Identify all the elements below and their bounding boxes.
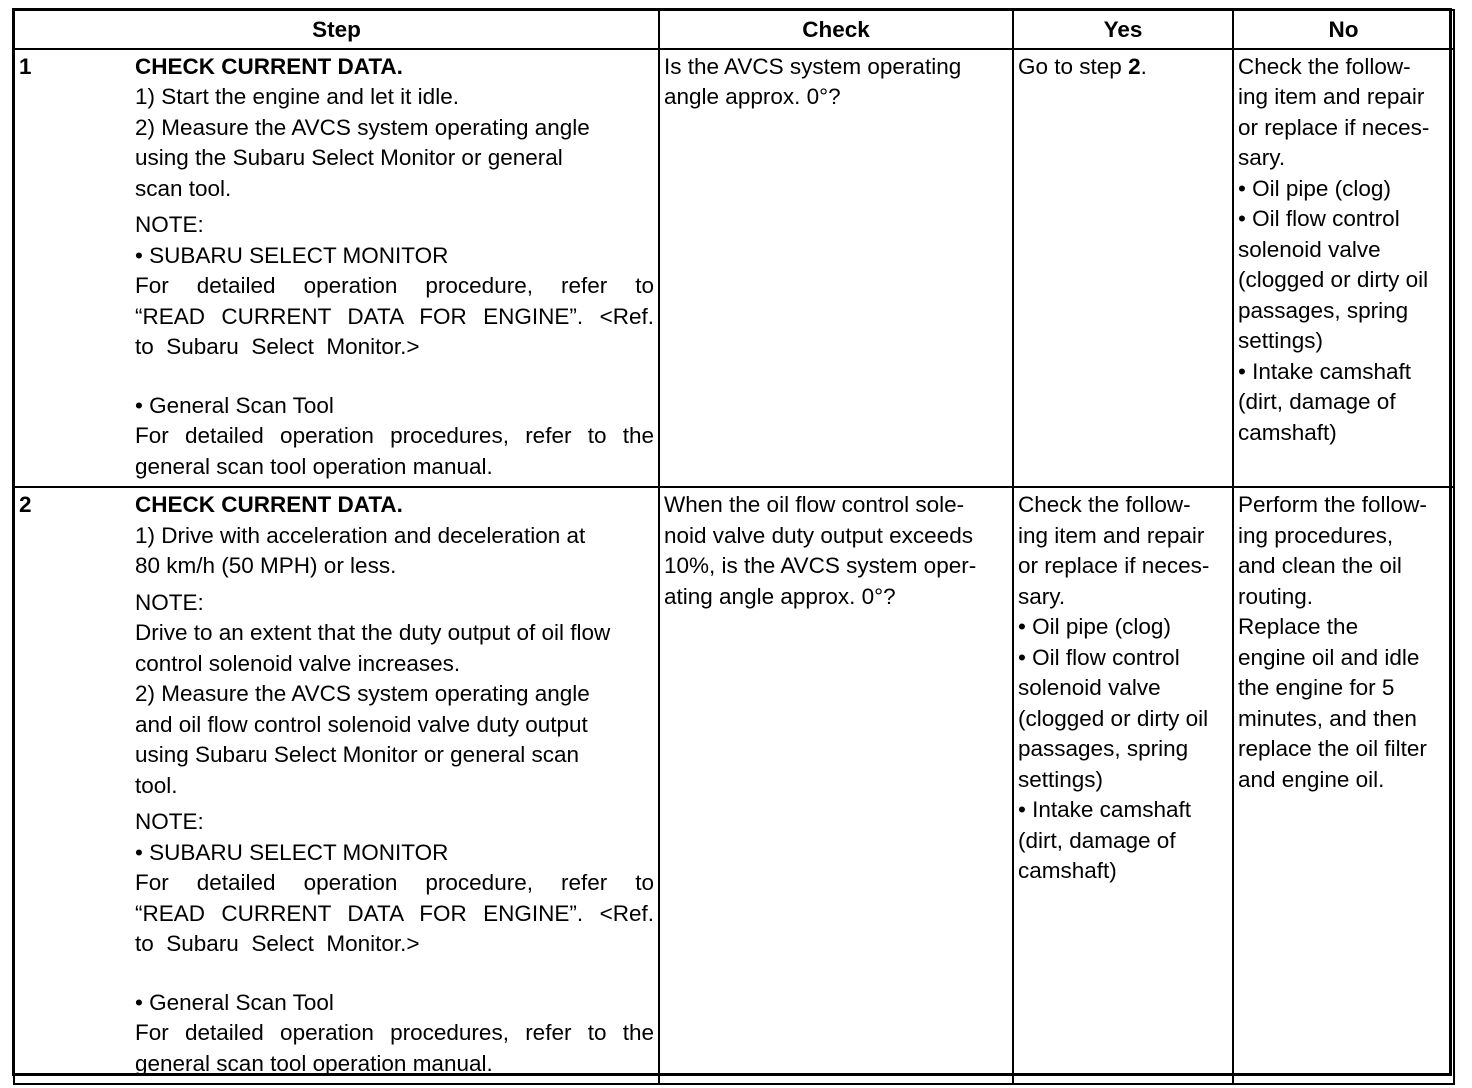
note-line: For detailed operation procedures, refer to the	[135, 423, 654, 448]
note-line: For detailed operation procedure, refer to	[135, 870, 654, 895]
no-line: Replace the	[1238, 614, 1359, 639]
no-line: engine oil and idle	[1238, 644, 1420, 670]
yes-line: solenoid valve	[1018, 675, 1161, 700]
no-line: replace the oil filter	[1238, 736, 1427, 761]
note-bullet: • General Scan Tool	[135, 988, 654, 1019]
no-line: and clean the oil	[1238, 553, 1402, 578]
yes-bullet: • Oil pipe (clog)	[1018, 612, 1228, 643]
step-line: scan tool.	[135, 175, 232, 201]
step-line: tool.	[135, 772, 178, 798]
yes-text	[1018, 52, 1228, 83]
no-line: (dirt, damage of	[1238, 389, 1396, 414]
step-heading: CHECK CURRENT DATA.	[135, 53, 403, 79]
step-line: and oil flow control solenoid valve duty output	[135, 711, 588, 737]
yes-line: (dirt, damage of	[1018, 827, 1176, 853]
yes-cell-1	[1013, 49, 1233, 488]
header-no: No	[1233, 10, 1454, 49]
note-bullet: • SUBARU SELECT MONITOR	[135, 838, 654, 869]
no-bullet: • Oil pipe (clog)	[1238, 174, 1449, 205]
note-label: NOTE:	[135, 809, 204, 834]
no-line: ing item and repair	[1238, 84, 1425, 109]
header-step: Step	[14, 10, 659, 49]
step-line: 2) Measure the AVCS system operating angle	[135, 681, 590, 706]
no-line: and engine oil.	[1238, 766, 1385, 792]
check-cell-1	[659, 49, 1013, 488]
note-line: “READ CURRENT DATA FOR ENGINE”. <Ref.	[135, 303, 654, 329]
note-line: Drive to an extent that the duty output of oil flow	[135, 620, 611, 645]
yes-line: (clogged or dirty oil	[1018, 705, 1209, 731]
note-line: general scan tool operation manual.	[135, 1050, 493, 1076]
note-line: “READ CURRENT DATA FOR ENGINE”. <Ref.	[135, 900, 654, 926]
step-cell-2	[14, 487, 659, 1084]
yes-bullet: • Intake camshaft	[1018, 795, 1228, 826]
no-bullet: • Oil flow control	[1238, 204, 1449, 235]
check-line: angle approx. 0°?	[664, 84, 841, 109]
no-line: minutes, and then	[1238, 705, 1417, 731]
check-line: Is the AVCS system operating	[664, 53, 962, 79]
no-line: Check the follow-	[1238, 53, 1411, 79]
no-line: the engine for 5	[1238, 675, 1395, 700]
header-row	[14, 10, 1454, 49]
spacer	[135, 960, 654, 988]
note-line: control solenoid valve increases.	[135, 650, 461, 676]
table-row	[14, 49, 1454, 488]
note-line: For detailed operation procedures, refer to the	[135, 1020, 654, 1045]
check-line: noid valve duty output exceeds	[664, 522, 973, 548]
step-line: using the Subaru Select Monitor or general	[135, 145, 563, 170]
note-label: NOTE:	[135, 212, 204, 237]
yes-line: sary.	[1018, 583, 1066, 609]
yes-suffix: .	[1140, 53, 1147, 79]
yes-bullet: • Oil flow control	[1018, 643, 1228, 674]
header-check: Check	[659, 10, 1013, 49]
check-line: ating angle approx. 0°?	[664, 583, 896, 609]
no-cell-2	[1233, 487, 1454, 1084]
step-line: 80 km/h (50 MPH) or less.	[135, 553, 397, 578]
spacer	[135, 363, 654, 391]
check-cell-2	[659, 487, 1013, 1084]
check-line: When the oil flow control sole-	[664, 492, 965, 517]
yes-cell-2	[1013, 487, 1233, 1084]
step-line: 2) Measure the AVCS system operating angle	[135, 114, 590, 140]
step-heading: CHECK CURRENT DATA.	[135, 492, 403, 517]
yes-step-link[interactable]: 2	[1128, 53, 1141, 79]
no-line: (clogged or dirty oil	[1238, 267, 1429, 292]
no-line: passages, spring	[1238, 297, 1409, 323]
note-line: to Subaru Select Monitor.>	[135, 931, 420, 956]
no-line: Perform the follow-	[1238, 492, 1427, 517]
step-line: 1) Start the engine and let it idle.	[135, 84, 459, 109]
yes-line: camshaft)	[1018, 858, 1117, 883]
yes-line: or replace if neces-	[1018, 553, 1210, 578]
no-line: camshaft)	[1238, 419, 1337, 445]
no-line: solenoid valve	[1238, 236, 1381, 262]
header-yes: Yes	[1013, 10, 1233, 49]
table-row	[14, 487, 1454, 1084]
yes-line: settings)	[1018, 766, 1104, 792]
no-line: sary.	[1238, 145, 1286, 170]
no-bullet: • Intake camshaft	[1238, 357, 1449, 388]
yes-line: passages, spring	[1018, 736, 1189, 761]
no-line: settings)	[1238, 328, 1324, 353]
note-line: to Subaru Select Monitor.>	[135, 334, 420, 359]
yes-line: Check the follow-	[1018, 492, 1191, 517]
step-cell-1	[14, 49, 659, 488]
no-cell-1	[1233, 49, 1454, 488]
note-bullet: • General Scan Tool	[135, 391, 654, 422]
no-line: routing.	[1238, 583, 1314, 609]
yes-line: ing item and repair	[1018, 522, 1205, 548]
diagnostic-procedure-table	[13, 9, 1455, 1085]
step-line: 1) Drive with acceleration and deceleration at	[135, 522, 586, 548]
no-line: or replace if neces-	[1238, 114, 1430, 140]
step-number: 2	[19, 492, 32, 517]
no-line: ing procedures,	[1238, 522, 1394, 548]
note-bullet: • SUBARU SELECT MONITOR	[135, 241, 654, 272]
step-number: 1	[19, 53, 32, 79]
step-line: using Subaru Select Monitor or general scan	[135, 742, 580, 767]
note-line: For detailed operation procedure, refer to	[135, 273, 654, 298]
yes-prefix: Go to step	[1018, 53, 1129, 79]
note-label: NOTE:	[135, 589, 204, 615]
check-line: 10%, is the AVCS system oper-	[664, 553, 977, 578]
note-line: general scan tool operation manual.	[135, 453, 493, 479]
